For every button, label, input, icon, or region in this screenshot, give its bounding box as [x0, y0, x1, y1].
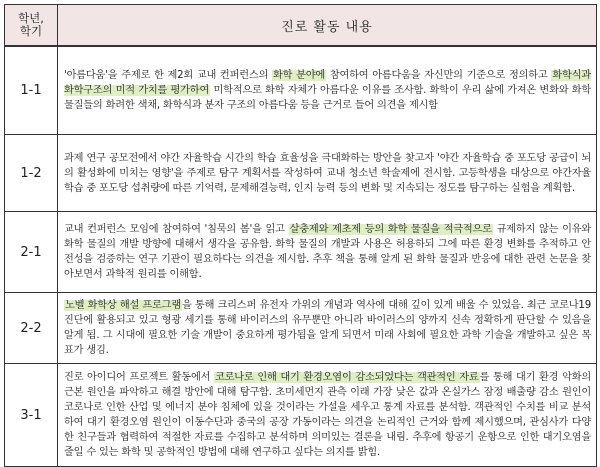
activity-text-cell: [58, 364, 597, 467]
header-grade-line: 학년,: [18, 11, 44, 25]
activity-text: 규제하지 않는 이유와 화학 물질의 개발 방향에 대해서 생각을 공유함. 화학 물질의 개발과 사용은 허용하되 그에 따른 환경 변화를 추적하고 안전성을 검증하는 연구 기관이 필요하다는 의견을 제시함. 추후 책을 통해 알게 된 화학 물질과 반응에 대한 관련 논문을 찾아보면서 과학적 원리를 이해함.: [64, 224, 591, 280]
highlighted-text: 화학 분야에: [272, 70, 325, 81]
activity-text: 교내 컨퍼런스 모임에 참여하여 '침묵의 봄'을 읽고: [64, 224, 289, 235]
header-activity-content: 진로 활동 내용: [58, 5, 597, 47]
term-cell: 3-1: [5, 364, 58, 467]
highlighted-text: 화학식과 화학구조의 미적 가치를 평가하여: [64, 70, 591, 96]
highlighted-text: 코로나로 인해 대기 환경오염이 감소되었다는 객관적인 자료: [215, 372, 479, 383]
activity-text: 을 통해 크리스퍼 유전자 가위의 개념과 역사에 대해 깊이 있게 배울 수 있었음. 최근 코로나19 진단에 활용되고 있고 형광 세기를 통해 바이러스의 유무뿐만 아니라 바이러스의 양까지 신속 정확하게 판단할 수 있음을 알게 됨. 그 시대에 필요한 기술 개발이 중요하게 평가됨을 알게 되면서 미래 사회에 필요한 과학 기술을 개발하고 싶은 목표가 생김.: [64, 300, 591, 356]
career-activity-table: [4, 4, 597, 467]
activity-text-cell: [58, 46, 597, 135]
activity-text: 참여하여 아름다움을 자신만의 기준으로 정의하고: [326, 70, 552, 81]
term-cell: 1-1: [5, 46, 58, 135]
header-grade-semester: [5, 5, 58, 47]
table-row: [5, 364, 597, 467]
table-row: [5, 135, 597, 212]
activity-text: '아름다움'을 주제로 한 제2회 교내 컨퍼런스의: [64, 70, 272, 81]
term-cell: 1-2: [5, 135, 58, 212]
activity-text: 미학적으로 화학 자체가 아름다운 이유를 조사함. 화학이 우리 삶에 가져온 변화와 화학 물질들의 화려한 색채, 화학식과 분자 구조의 아름다움 등을 근거로 들어 의견을 제시함: [64, 85, 592, 111]
term-cell: 2-2: [5, 293, 58, 364]
table-row: [5, 212, 597, 293]
table-header-row: [5, 5, 597, 47]
table-row: [5, 293, 597, 364]
highlighted-text: 노벨 화학상 해설 프로그램: [65, 300, 181, 311]
activity-text: 진로 아이디어 프로젝트 활동에서: [64, 372, 214, 383]
activity-text-cell: [58, 293, 597, 364]
activity-text-cell: [58, 135, 597, 212]
table-row: [5, 46, 597, 135]
header-semester-line: 학기: [19, 24, 43, 38]
activity-text-cell: [58, 212, 597, 293]
activity-text: 과제 연구 공모전에서 야간 자율학습 시간의 학습 효율성을 극대화하는 방안을 찾고자 '야간 자율학습 중 포도당 공급이 뇌의 활성화에 미치는 영향'을 주제로 탐구 계획서를 작성하여 교내 청소년 학술제에 전시함. 고등학생을 대상으로 야간자율학습 중 포도당 섭취량에 따른 기억력, 문제해결능력, 인지 능력 등의 변화 및 지속되는 정도를 탐구하는 실험을 계획함.: [64, 152, 591, 194]
highlighted-text: 살충제와 제초제 등의 화학 물질을 적극적으로: [289, 224, 492, 235]
activity-text: 를 통해 대기 환경 악화의 근본 원인을 파악하고 해결 방안에 대해 탐구함. 초미세먼지 관측 이래 가장 낮은 값과 온실가스 잠정 배출량 감소 원인이 코로나로 인한 산업 및 에너지 분야 침체에 있을 것이라는 가설을 세우고 통계 자료를 분석함. 객관적인 수치를 비교 분석하여 대기 환경오염 원인이 이동수단과 중국의 공장 가동이라는 의견을 논리적인 근거와 함께 제시했으며, 관심사가 다양한 친구들과 협력하여 적절한 자료를 수집하고 분석하며 의미있는 결론을 내림. 추후에 항공기 운항으로 인한 대기오염을 줄일 수 있는 화학 및 공학적인 방법에 대해 연구하고 싶다는 의지를 밝힘.: [64, 372, 591, 458]
term-cell: 2-1: [5, 212, 58, 293]
activity-table-wrapper: [4, 4, 596, 467]
